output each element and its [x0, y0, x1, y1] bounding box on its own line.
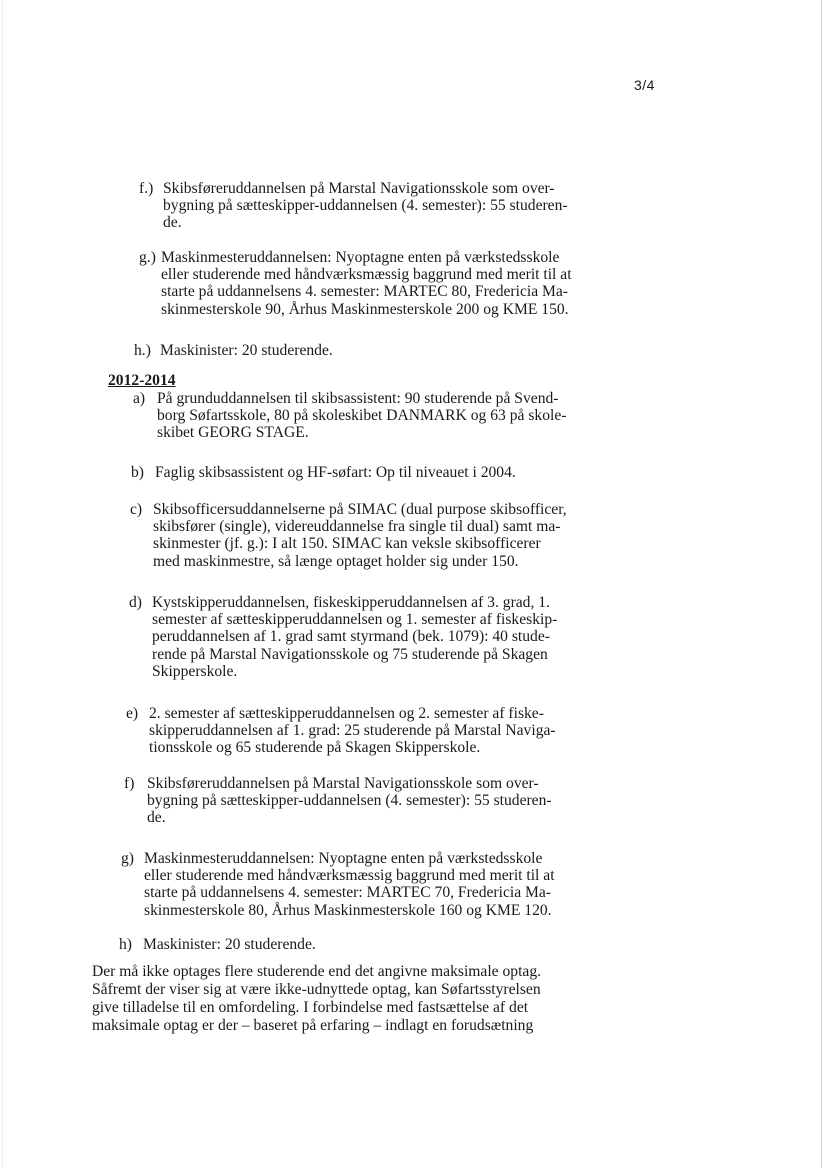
text-line: skinmester (jf. g.): I alt 150. SIMAC kan veksle skibsofficerer	[153, 535, 541, 553]
page-number: 3/4	[634, 77, 655, 93]
list-item-text	[163, 180, 572, 232]
text-line: skinmesterskole 80, Århus Maskinmesterskole 160 og KME 120.	[144, 901, 552, 919]
text-line: Skipperskole.	[152, 662, 238, 680]
text-line: 2. semester af sætteskipperuddannelsen og 2. semester af fiske-	[149, 705, 544, 722]
list-item-label: h.)	[134, 342, 151, 359]
list-item-label: g.)	[139, 249, 156, 266]
text-line: give tilladelse til en omfordeling. I forbindelse med fastsættelse af det	[92, 999, 529, 1016]
list-item-label: e)	[126, 705, 139, 722]
list-item-text	[144, 850, 562, 919]
text-line: Skibsføreruddannelsen på Marstal Navigationsskole som over-	[147, 775, 539, 792]
list-item-label: h)	[119, 936, 132, 953]
text-line: semester af sætteskipperuddannelsen og 1. semester af fiskeskip-	[152, 611, 558, 629]
list-item-text	[147, 775, 563, 827]
text-line: starte på uddannelsens 4. semester: MARTEC 70, Fredericia Ma-	[144, 884, 551, 902]
scan-edge-right	[821, 0, 822, 1168]
text-line: skibsfører (single), videreuddannelse fra single til dual) samt ma-	[153, 518, 561, 536]
text-line: Maskinister: 20 studerende.	[143, 936, 316, 953]
closing-paragraph	[92, 963, 558, 1035]
text-line: med maskinmestre, så længe optaget holder sig under 150.	[153, 552, 519, 570]
scan-edge-left	[2, 0, 3, 1168]
text-line: borg Søfartsskole, 80 på skoleskibet DANMARK og 63 på skole-	[157, 407, 567, 425]
text-line: Skibsofficersuddannelserne på SIMAC (dual purpose skibsofficer,	[153, 501, 567, 518]
list-item-text	[152, 594, 566, 680]
text-line: de.	[147, 809, 166, 827]
list-item-text	[157, 390, 572, 442]
list-item-label: f.)	[139, 180, 154, 197]
text-line: rende på Marstal Navigationsskole og 75 studerende på Skagen	[152, 645, 548, 663]
text-line: de.	[163, 214, 182, 232]
list-item-text	[143, 936, 443, 953]
list-item-label: a)	[133, 390, 146, 407]
text-line: Maskinister: 20 studerende.	[160, 342, 333, 359]
text-line: peruddannelsen af 1. grad samt styrmand (bek. 1079): 40 stude-	[152, 628, 550, 646]
text-line: Skibsføreruddannelsen på Marstal Navigationsskole som over-	[163, 180, 555, 197]
list-item-label: c)	[130, 501, 143, 518]
list-item-text	[155, 464, 575, 481]
text-line: Maskinmesteruddannelsen: Nyoptagne enten på værkstedsskole	[161, 249, 560, 266]
list-item-text	[153, 501, 570, 570]
text-line: bygning på sætteskipper-uddannelsen (4. semester): 55 studeren-	[147, 792, 552, 810]
text-line: eller studerende med håndværksmæssig baggrund med merit til at	[161, 266, 572, 284]
text-line: skibet GEORG STAGE.	[157, 424, 309, 442]
text-line: skipperuddannelsen af 1. grad: 25 studerende på Marstal Naviga-	[149, 722, 556, 740]
list-item-label: b)	[131, 464, 144, 481]
text-line: bygning på sætteskipper-uddannelsen (4. semester): 55 studeren-	[163, 197, 568, 215]
section-heading: 2012-2014	[108, 372, 176, 389]
text-line: Faglig skibsassistent og HF-søfart: Op til niveauet i 2004.	[155, 464, 516, 481]
text-line: tionsskole og 65 studerende på Skagen Skipperskole.	[149, 739, 481, 757]
text-line: skinmesterskole 90, Århus Maskinmesterskole 200 og KME 150.	[161, 300, 569, 318]
text-line: Kystskipperuddannelsen, fiskeskipperuddannelsen af 3. grad, 1.	[152, 594, 550, 611]
text-line: Maskinmesteruddannelsen: Nyoptagne enten på værkstedsskole	[144, 850, 543, 867]
text-line: Såfremt der viser sig at være ikke-udnyttede optag, kan Søfartsstyrelsen	[92, 981, 541, 998]
list-item-text	[149, 705, 567, 757]
list-item-text	[161, 249, 573, 318]
text-line: På grunduddannelsen til skibsassistent: 90 studerende på Svend-	[157, 390, 559, 407]
text-line: maksimale optag er der – baseret på erfaring – indlagt en forudsætning	[92, 1017, 534, 1034]
list-item-label: f)	[124, 775, 135, 792]
list-item-label: d)	[129, 594, 142, 611]
list-item-text	[160, 342, 460, 359]
text-line: eller studerende med håndværksmæssig baggrund med merit til at	[144, 867, 555, 885]
list-item-label: g)	[121, 850, 134, 867]
text-line: starte på uddannelsens 4. semester: MARTEC 80, Fredericia Ma-	[161, 283, 568, 301]
text-line: Der må ikke optages flere studerende end det angivne maksimale optag.	[92, 963, 542, 980]
